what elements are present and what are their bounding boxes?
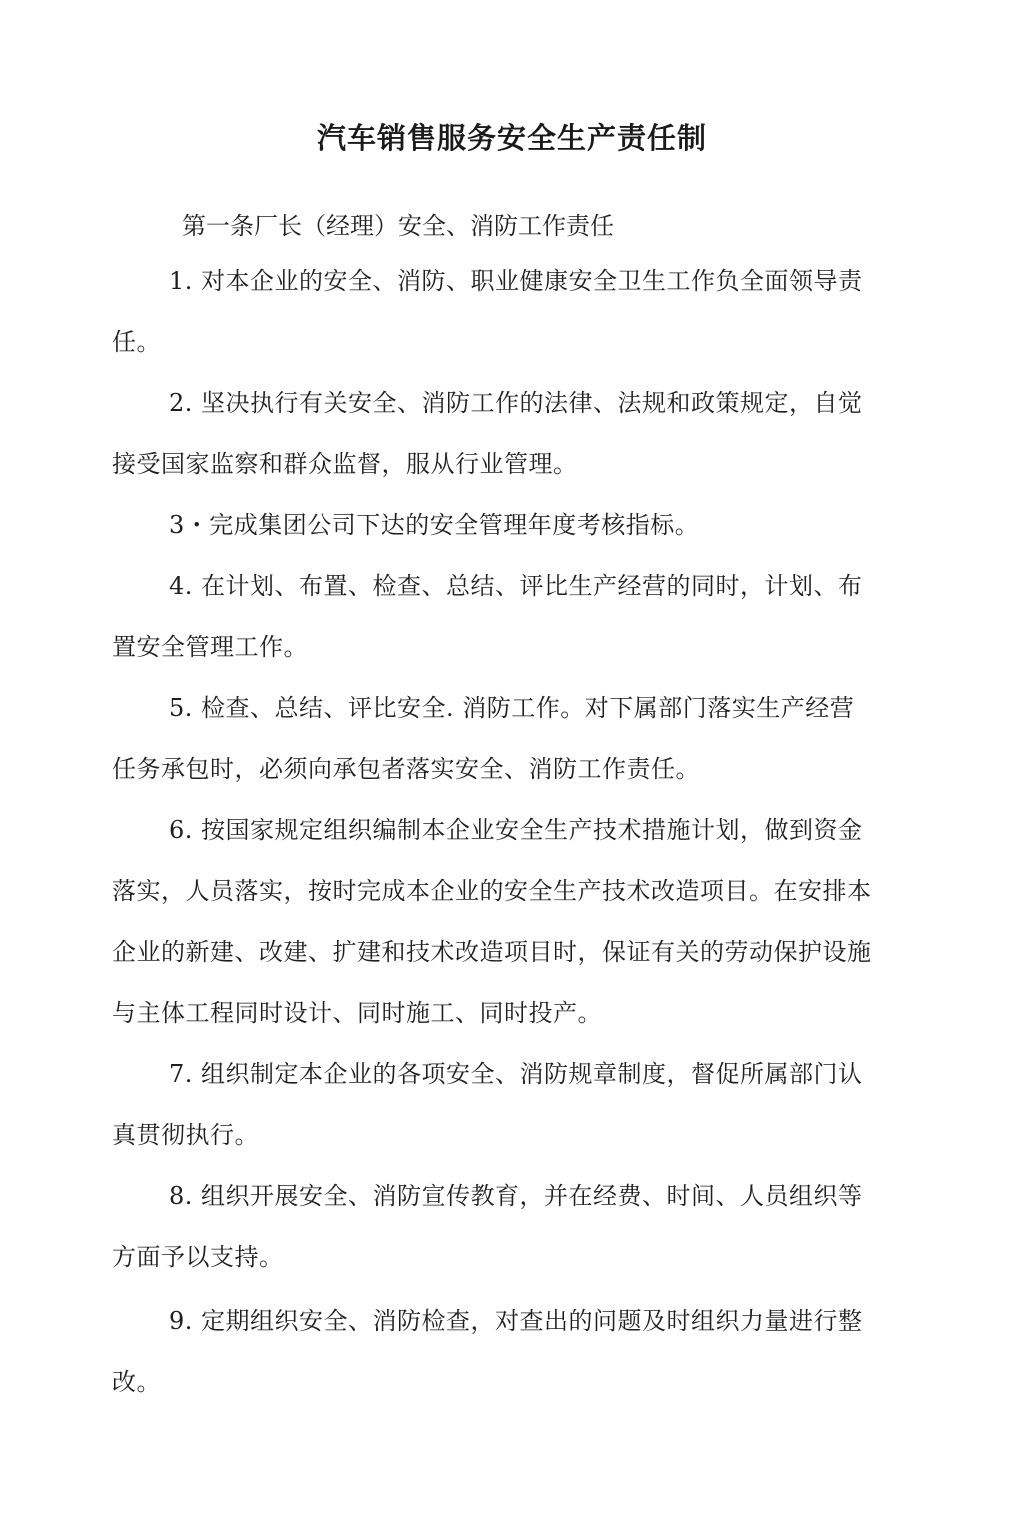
paragraph-item-2: 2. 坚决执行有关安全、消防工作的法律、法规和政策规定，自觉接受国家监察和群众监督，服从行业管理。 bbox=[112, 389, 863, 478]
paragraph-item-8: 8. 组织开展安全、消防宣传教育，并在经费、时间、人员组织等方面予以支持。 bbox=[112, 1182, 863, 1271]
paragraph-item-1: 1. 对本企业的安全、消防、职业健康安全卫生工作负全面领导责任。 bbox=[112, 267, 863, 356]
paragraph-item-5: 5. 检查、总结、评比安全. 消防工作。对下属部门落实生产经营任务承包时，必须向承包者落实安全、消防工作责任。 bbox=[112, 694, 855, 783]
paragraph-item-4: 4. 在计划、布置、检查、总结、评比生产经营的同时，计划、布置安全管理工作。 bbox=[112, 572, 863, 661]
paragraph-item-9: 9. 定期组织安全、消防检查，对查出的问题及时组织力量进行整改。 bbox=[112, 1307, 863, 1396]
section-heading: 第一条厂长（经理）安全、消防工作责任 bbox=[182, 212, 614, 240]
paragraph-item-7: 7. 组织制定本企业的各项安全、消防规章制度，督促所属部门认真贯彻执行。 bbox=[112, 1060, 863, 1149]
paragraph-item-3: 3・完成集团公司下达的安全管理年度考核指标。 bbox=[169, 511, 700, 539]
paragraph-item-6: 6. 按国家规定组织编制本企业安全生产技术措施计划，做到资金落实，人员落实，按时完成本企业的安全生产技术改造项目。在安排本企业的新建、改建、扩建和技术改造项目时，保证有关的劳动保护设施与主体工程同时设计、同时施工、同时投产。 bbox=[112, 816, 872, 1027]
document-title: 汽车销售服务安全生产责任制 bbox=[316, 121, 707, 155]
